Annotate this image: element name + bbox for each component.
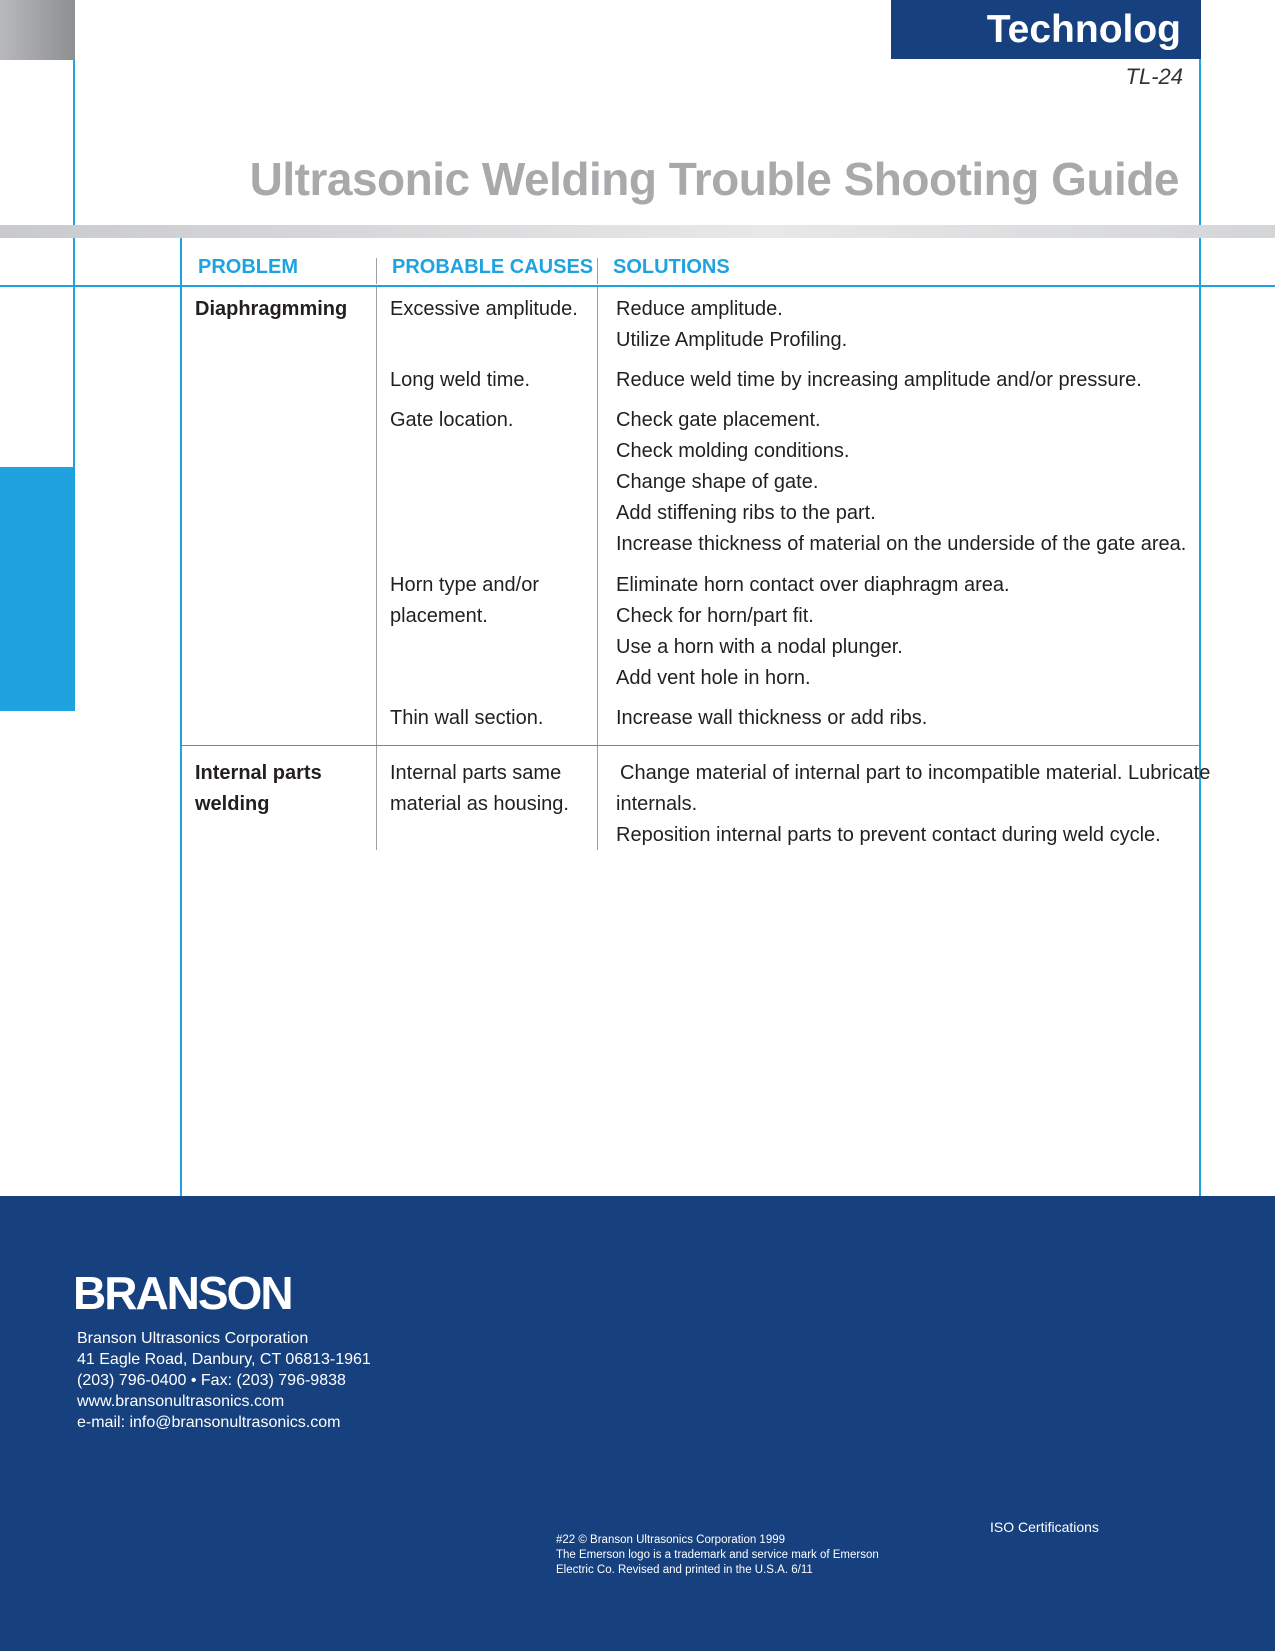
solution-line: Increase thickness of material on the underside of the gate area. <box>616 533 1187 555</box>
technology-tab: Technolog <box>891 0 1201 59</box>
problem-cell: welding <box>195 793 270 815</box>
document-number: TL-24 <box>1125 64 1183 89</box>
row-divider <box>180 745 1200 746</box>
column-separator <box>376 287 377 850</box>
copyright-line: The Emerson logo is a trademark and service mark of Emerson <box>556 1549 879 1561</box>
solution-line: Increase wall thickness or add ribs. <box>616 707 928 729</box>
cause-cell: Gate location. <box>390 409 514 431</box>
header-separator <box>597 258 598 284</box>
solution-line: Add vent hole in horn. <box>616 667 811 689</box>
content-left-rule <box>180 238 182 1196</box>
solution-line: Change material of internal part to incompatible material. Lubricate <box>620 762 1211 784</box>
header-rule <box>0 285 1275 287</box>
solution-line: Use a horn with a nodal plunger. <box>616 636 903 658</box>
email-link[interactable]: e-mail: info@bransonultrasonics.com <box>77 1414 341 1431</box>
header-separator <box>376 258 377 284</box>
cause-cell: Horn type and/or <box>390 574 539 596</box>
header-solutions: SOLUTIONS <box>613 256 730 278</box>
copyright-line: #22 © Branson Ultrasonics Corporation 1999 <box>556 1534 786 1546</box>
solution-line: Utilize Amplitude Profiling. <box>616 329 848 351</box>
header-probable-causes: PROBABLE CAUSES <box>392 256 594 278</box>
copyright-notice <box>556 1533 879 1578</box>
right-rule <box>1199 238 1201 1196</box>
company-name: Branson Ultrasonics Corporation <box>77 1330 309 1347</box>
company-address-block <box>77 1328 371 1433</box>
page-title: Ultrasonic Welding Trouble Shooting Guide <box>249 153 1179 205</box>
branson-logo: BRANSON <box>73 1267 292 1319</box>
solution-line: Change shape of gate. <box>616 471 819 493</box>
solution-line: internals. <box>616 793 698 815</box>
solution-line: Check molding conditions. <box>616 440 850 462</box>
left-rule-mid <box>73 238 75 467</box>
side-accent-bar <box>0 467 75 711</box>
solution-line: Check gate placement. <box>616 409 821 431</box>
cause-cell: Thin wall section. <box>390 707 544 729</box>
column-separator <box>597 287 598 850</box>
copyright-line: Electric Co. Revised and printed in the U.S.A. 6/11 <box>556 1564 813 1576</box>
solution-line: Eliminate horn contact over diaphragm area. <box>616 574 1010 596</box>
iso-certifications: ISO Certifications <box>990 1519 1099 1535</box>
cause-cell: Long weld time. <box>390 369 531 391</box>
solution-line: Reduce weld time by increasing amplitude and/or pressure. <box>616 369 1142 391</box>
header-problem: PROBLEM <box>198 256 298 278</box>
problem-cell: Diaphragmming <box>195 298 348 320</box>
title-underline-band <box>0 225 1275 238</box>
cause-cell: placement. <box>390 605 488 627</box>
solution-line: Reduce amplitude. <box>616 298 783 320</box>
solution-line: Reposition internal parts to prevent contact during weld cycle. <box>616 824 1161 846</box>
cause-cell: Internal parts same <box>390 762 562 784</box>
problem-cell: Internal parts <box>195 762 322 784</box>
solution-line: Add stiffening ribs to the part. <box>616 502 876 524</box>
street-address: 41 Eagle Road, Danbury, CT 06813-1961 <box>77 1351 371 1368</box>
cause-cell: Excessive amplitude. <box>390 298 578 320</box>
website-link[interactable]: www.bransonultrasonics.com <box>77 1393 285 1410</box>
phone-fax: (203) 796-0400 • Fax: (203) 796-9838 <box>77 1372 346 1389</box>
cause-cell: material as housing. <box>390 793 569 815</box>
solution-line: Check for horn/part fit. <box>616 605 814 627</box>
left-rule-top <box>73 60 75 225</box>
corner-block <box>0 0 75 60</box>
